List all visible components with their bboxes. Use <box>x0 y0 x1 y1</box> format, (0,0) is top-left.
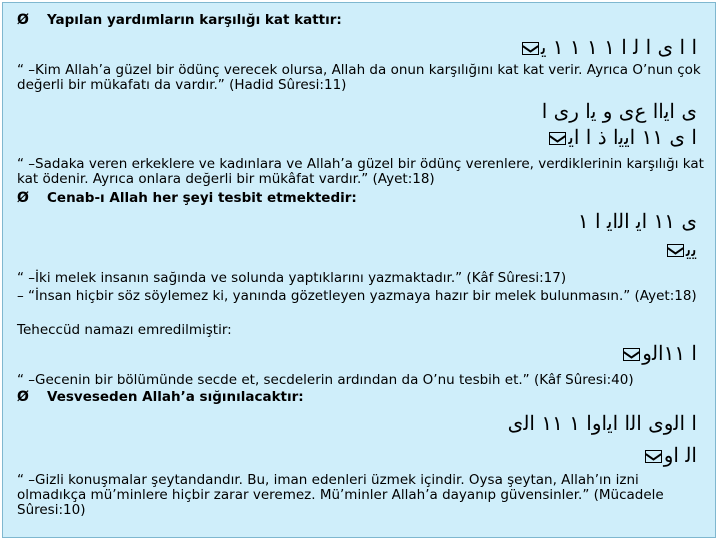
arabic-verse-4 <box>621 341 697 365</box>
slide <box>2 2 716 538</box>
verse-text: ﺍ ١١ﺍﻟﻭ <box>642 341 697 365</box>
arabic-verse-5a: ﺍ ﺍﻟﻭﻯ ﺍﻟﺍ ﺍﻳﺍﻭﺍ ١ ١١ ﺍﻟﻯ <box>507 411 697 435</box>
bullet-arrow-icon: Ø <box>17 389 29 405</box>
translation-3b: – “İnsan hiçbir söz söylemez ki, yanında gözetleyen yazmaya hazır bir melek bulunmasın.” (Ayet:18) <box>17 288 697 304</box>
verse-marker-icon <box>522 42 539 55</box>
verse-marker-icon <box>549 132 566 145</box>
verse-text: ﻳﻳ <box>685 237 697 261</box>
translation-5: “ –Gizli konuşmalar şeytandandır. Bu, iman edenleri üzmek içindir. Oysa şeytan, Allah’ın izni olmadıkça mü’minlere hiçbir zarar veremez. Mü’minler Allah’a dayanıp güvensinler.” (Mücadele Sûresi:10) <box>17 472 664 518</box>
arabic-verse-2b <box>547 125 697 149</box>
translation-4: “ –Gecenin bir bölümünde secde et, secdelerin ardından da O’nu tesbih et.” (Kâf Sûresi:40) <box>17 372 634 388</box>
verse-text: ﺍ ﻯ ١١ ﺍﻳﻳﺍ ﺫ ﺍ ﺍﻳ <box>568 125 697 149</box>
bullet-arrow-icon: Ø <box>17 190 29 206</box>
arabic-verse-3a <box>578 209 697 233</box>
heading-vesvese: Ø Vesveseden Allah’a sığınılacaktır: <box>17 389 304 405</box>
heading-tesbit: Ø Cenab-ı Allah her şeyi tesbit etmektedir: <box>17 190 357 206</box>
arabic-verse-1 <box>520 35 697 59</box>
arabic-verse-2a: ﻯ ﺍﻳﺍﺍ ﻉﻯ ﻭ ﻳﺍ ﺭﻯ ﺍ <box>541 99 697 123</box>
translation-1: “ –Kim Allah’a güzel bir ödünç verecek olursa, Allah da onun karşılığını kat kat verir. Ayrıca O’nun çok değerli bir mükafatı da vardır.” (Hadid Sûresi:11) <box>17 62 701 93</box>
heading-teheccud: Teheccüd namazı emredilmiştir: <box>17 322 232 338</box>
verse-marker-icon <box>645 450 662 463</box>
arabic-verse-3b <box>665 237 697 261</box>
verse-marker-icon <box>667 244 684 257</box>
bullet-arrow-icon: Ø <box>17 12 29 28</box>
verse-text: ﺍﻟ ﺍﻭ <box>663 443 697 467</box>
translation-2: “ –Sadaka veren erkeklere ve kadınlara ve Allah’a güzel bir ödünç verenlere, verdiklerinin karşılığı kat kat ödenir. Ayrıca onlara değerli bir mükâfat vardır.” (Ayet:18) <box>17 156 704 187</box>
verse-text: ا ا ى ا ﻟ ا ١ ١ ١ ١ ﻳ <box>540 35 697 59</box>
translation-3a: “ –İki melek insanın sağında ve solunda yaptıklarını yazmaktadır.” (Kâf Sûresi:17) <box>17 270 567 286</box>
arabic-verse-5b <box>643 443 697 467</box>
verse-text: ﻯ ١١ ﺍﻳ ﺍﻟﺍﻳ ﺍ ١ <box>577 209 697 233</box>
heading-yardimlar: Ø Yapılan yardımların karşılığı kat kattır: <box>17 12 342 28</box>
verse-marker-icon <box>623 348 640 361</box>
